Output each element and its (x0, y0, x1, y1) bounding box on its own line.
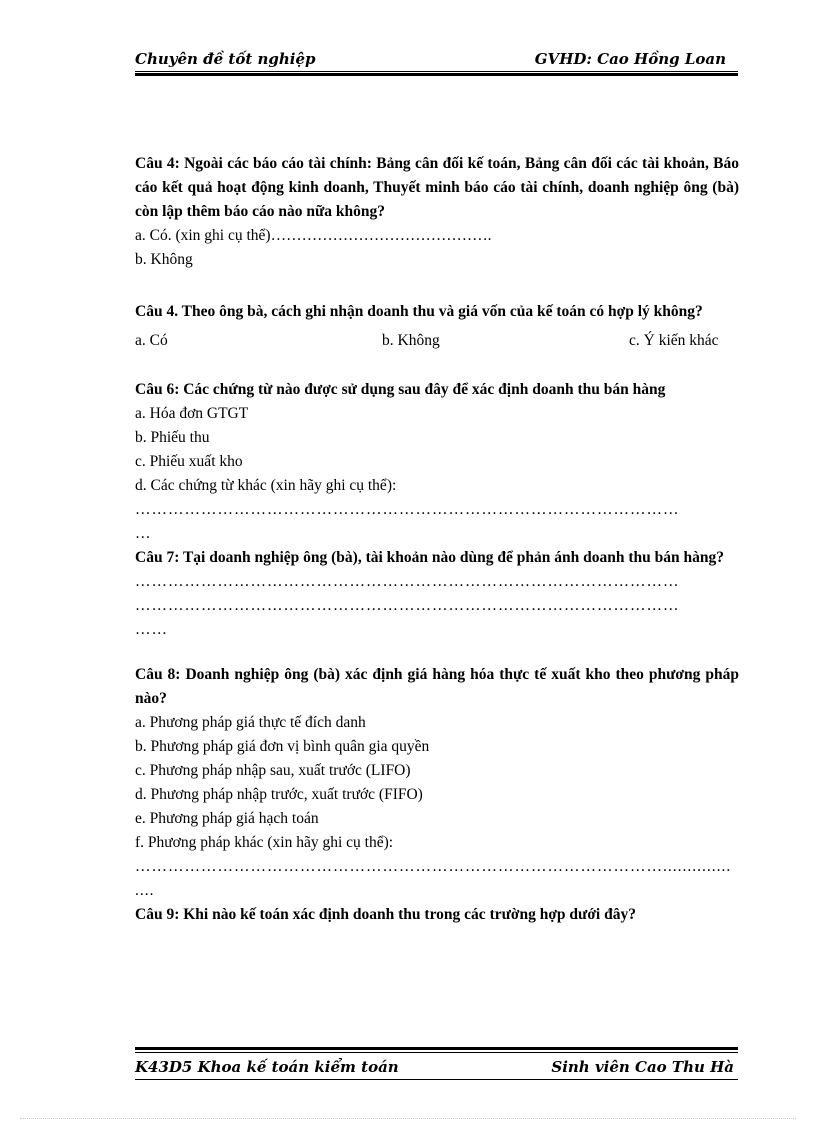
answer-option: b. Không (135, 251, 193, 268)
answer-option: d. Phương pháp nhập trước, xuất trước (FIFO) (135, 786, 423, 803)
answer-option: c. Phương pháp nhập sau, xuất trước (LIFO) (135, 762, 411, 779)
answer-options-row (135, 329, 739, 353)
answer-option: b. Phương pháp giá đơn vị bình quân gia quyền (135, 738, 430, 755)
header-supervisor: GVHD: Cao Hồng Loan (534, 50, 726, 68)
header-title: Chuyên đề tốt nghiệp (135, 50, 316, 68)
answer-option: a. Có. (xin ghi cụ thể)……………………………………. (135, 227, 492, 244)
answer-option: d. Các chứng từ khác (xin hãy ghi cụ thể): (135, 477, 397, 494)
answer-option: b. Không (382, 332, 440, 349)
footer-underline (135, 1079, 738, 1080)
answer-blank-line: …………………………………………………………………………………….............. (135, 858, 732, 875)
header-rule-thick (135, 73, 738, 76)
answer-option: a. Có (135, 332, 168, 349)
header-rule (135, 71, 738, 72)
question-text: Câu 6: Các chứng từ nào được sử dụng sau đây để xác định doanh thu bán hàng (135, 381, 666, 398)
footer-rule (135, 1052, 738, 1053)
footer-student: Sinh viên Cao Thu Hà (551, 1058, 734, 1076)
question-text: Câu 4. Theo ông bà, cách ghi nhận doanh thu và giá vốn của kế toán có hợp lý không? (135, 303, 703, 320)
answer-blank-line: ……………………………………………………………………………………… (135, 597, 680, 614)
answer-option: c. Ý kiến khác (629, 332, 719, 349)
answer-option: b. Phiếu thu (135, 429, 210, 446)
page-edge (20, 1118, 796, 1119)
answer-option: a. Hóa đơn GTGT (135, 405, 249, 422)
answer-option: f. Phương pháp khác (xin hãy ghi cụ thể): (135, 834, 394, 851)
question-text: Câu 9: Khi nào kế toán xác định doanh thu trong các trường hợp dưới đây? (135, 906, 636, 923)
footer-department: K43D5 Khoa kế toán kiểm toán (135, 1058, 399, 1076)
question-6 (135, 378, 739, 546)
question-4a (135, 152, 739, 272)
answer-option: c. Phiếu xuất kho (135, 453, 243, 470)
answer-blank-line: ……………………………………………………………………………………… (135, 573, 680, 590)
question-7 (135, 546, 739, 642)
question-4b (135, 297, 739, 353)
question-8 (135, 663, 739, 903)
answer-option: a. Phương pháp giá thực tế đích danh (135, 714, 366, 731)
answer-blank-line: ……………………………………………………………………………………… (135, 501, 680, 518)
document-body (135, 152, 739, 927)
question-text: Câu 4: Ngoài các báo cáo tài chính: Bảng cân đối kế toán, Bảng cân đối các tài khoản, Báo cáo kết quả hoạt động kinh doanh, Thuyết minh báo cáo tài chính, doanh nghiệp ông (bà) còn lập thêm báo cáo nào nữa không? (135, 155, 739, 220)
answer-option: e. Phương pháp giá hạch toán (135, 810, 319, 827)
answer-blank-line: .... (135, 882, 155, 899)
footer-rule-thick (135, 1047, 738, 1050)
question-9 (135, 903, 739, 927)
question-text: Câu 8: Doanh nghiệp ông (bà) xác định giá hàng hóa thực tế xuất kho theo phương pháp nào? (135, 666, 739, 707)
answer-blank-line: …… (135, 621, 168, 638)
question-text: Câu 7: Tại doanh nghiệp ông (bà), tài khoản nào dùng để phản ánh doanh thu bán hàng? (135, 549, 724, 566)
answer-blank-line: … (135, 525, 152, 542)
